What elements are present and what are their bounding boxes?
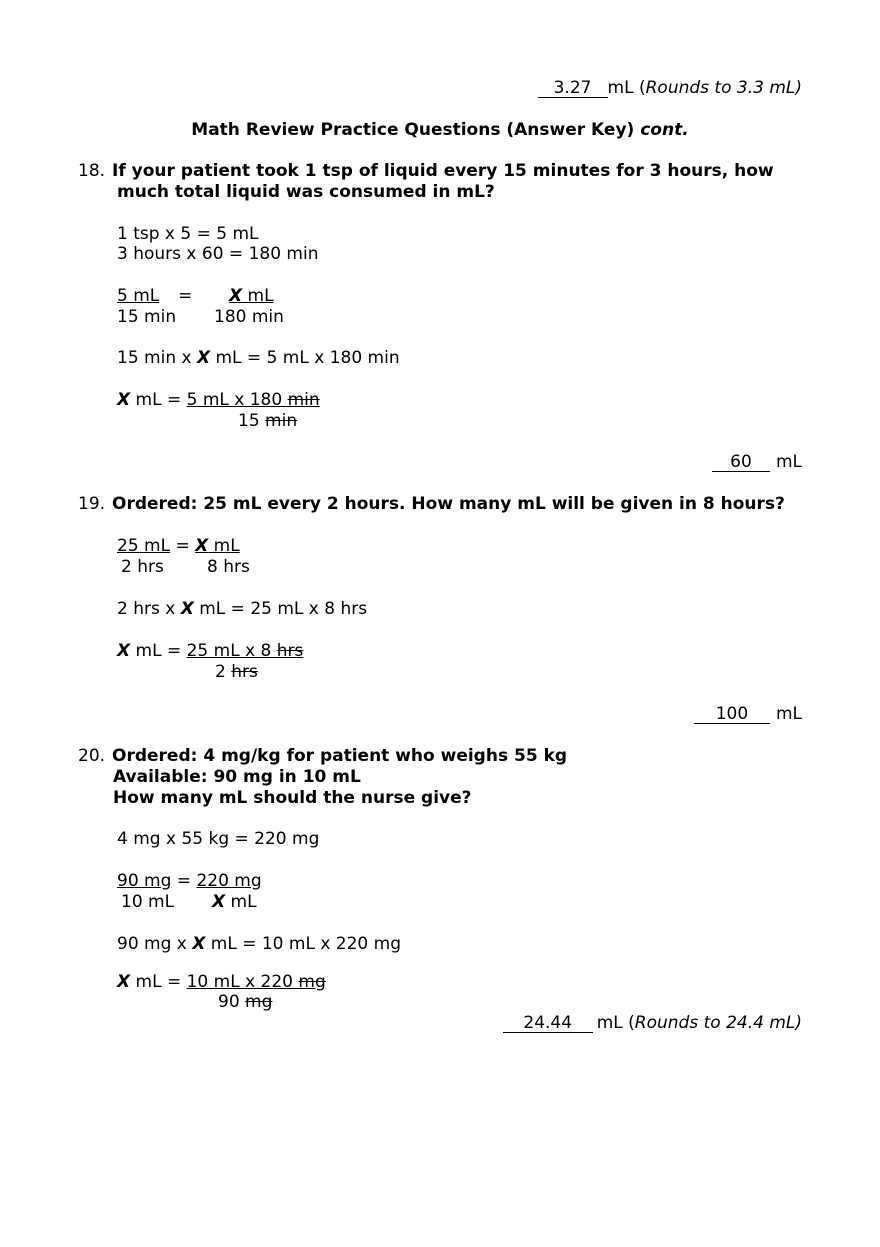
q20-dose-calculation: 4 mg x 55 kg = 220 mg: [117, 829, 320, 849]
q19-answer: [694, 704, 802, 725]
q20-question: How many mL should the nurse give?: [113, 788, 472, 808]
previous-answer-unit: mL (: [607, 78, 646, 98]
q20-proportion-den-right: X mL: [212, 892, 257, 912]
q18-question-line2: much total liquid was consumed in mL?: [117, 182, 495, 202]
page-title-cont: cont.: [640, 120, 689, 140]
q19-question: Ordered: 25 mL every 2 hours. How many mL will be given in 8 hours?: [112, 494, 785, 514]
q18-proportion-den-right: 180 min: [214, 307, 284, 327]
q19-answer-unit: mL: [775, 704, 802, 724]
q20-number: 20.: [78, 746, 106, 766]
previous-answer: [538, 78, 802, 99]
q19-cross-multiply: 2 hrs x X mL = 25 mL x 8 hrs: [117, 599, 368, 619]
q19-number: 19.: [78, 494, 106, 514]
q18-question-line1: If your patient took 1 tsp of liquid every 15 minutes for 3 hours, how: [112, 161, 774, 181]
q19-proportion-den-right: 8 hrs: [207, 557, 250, 577]
q18-solve-denominator: 15 min: [238, 411, 298, 431]
q19-solve-numerator: X mL = 25 mL x 8 hrs: [117, 641, 304, 661]
q19-solve-denominator: 2 hrs: [215, 662, 258, 682]
q18-answer: [712, 452, 802, 473]
q19-answer-value: 100: [694, 705, 770, 724]
q19-proportion-num: 25 mL = X mL: [117, 536, 240, 556]
page-title-main: Math Review Practice Questions (Answer Key): [191, 120, 641, 140]
previous-answer-value: 3.27: [538, 79, 608, 98]
q20-answer: [503, 1013, 802, 1034]
q20-proportion-num: 90 mg = 220 mg: [117, 871, 262, 891]
q20-proportion-den-left: 10 mL: [121, 892, 175, 912]
q20-answer-note: Rounds to 24.4 mL): [634, 1013, 802, 1033]
q20-answer-value: 24.44: [503, 1014, 593, 1033]
q19-proportion-den-left: 2 hrs: [121, 557, 164, 577]
q18-proportion-equals: =: [178, 286, 193, 306]
page-title: [0, 120, 880, 141]
q18-number: 18.: [78, 161, 106, 181]
previous-answer-note: Rounds to 3.3 mL): [645, 78, 802, 98]
q20-solve-denominator: 90 mg: [218, 992, 273, 1012]
q18-answer-value: 60: [712, 453, 770, 472]
q20-ordered: Ordered: 4 mg/kg for patient who weighs 55 kg: [112, 746, 568, 766]
q20-answer-unit: mL (: [596, 1013, 635, 1033]
q18-solve-numerator: X mL = 5 mL x 180 min: [117, 390, 320, 410]
q18-conversion-1: 1 tsp x 5 = 5 mL: [117, 224, 259, 244]
q18-proportion-num-right: X mL: [229, 286, 274, 306]
q18-cross-multiply: 15 min x X mL = 5 mL x 180 min: [117, 348, 400, 368]
q20-cross-multiply: 90 mg x X mL = 10 mL x 220 mg: [117, 934, 401, 954]
q18-proportion-num-left: 5 mL: [117, 286, 160, 306]
q20-available: Available: 90 mg in 10 mL: [113, 767, 361, 787]
q20-solve-numerator: X mL = 10 mL x 220 mg: [117, 972, 326, 992]
q18-proportion-den-left: 15 min: [117, 307, 177, 327]
q18-answer-unit: mL: [775, 452, 802, 472]
q18-conversion-2: 3 hours x 60 = 180 min: [117, 244, 319, 264]
